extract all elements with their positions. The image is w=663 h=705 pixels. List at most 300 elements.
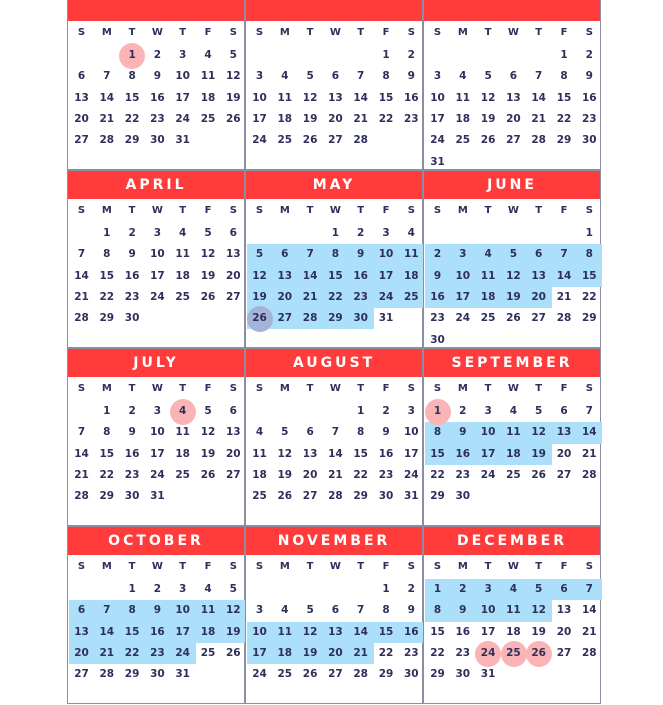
day-cell: 23 bbox=[353, 290, 368, 303]
day-cell: 12 bbox=[302, 91, 318, 104]
day-cell: 11 bbox=[252, 447, 267, 460]
day-cell: 18 bbox=[277, 646, 293, 659]
day-cell: 10 bbox=[455, 269, 471, 282]
day-cell: 22 bbox=[378, 646, 394, 659]
month-november bbox=[245, 526, 423, 704]
weekday-label: S bbox=[407, 27, 415, 38]
day-cell: 23 bbox=[430, 312, 445, 325]
day-cell: 14 bbox=[74, 447, 89, 460]
day-cell: 13 bbox=[277, 269, 293, 282]
day-cell: 15 bbox=[99, 269, 115, 282]
day-cell: 15 bbox=[124, 91, 140, 104]
day-cell: 16 bbox=[403, 625, 419, 638]
day-cell: 27 bbox=[302, 490, 318, 503]
weekday-label: W bbox=[507, 383, 519, 394]
day-cell: 5 bbox=[535, 405, 543, 417]
day-cell: 27 bbox=[328, 134, 343, 147]
day-cell: 23 bbox=[455, 646, 471, 659]
day-cell: 6 bbox=[509, 70, 518, 83]
weekday-label: M bbox=[279, 205, 290, 216]
day-cell: 2 bbox=[153, 49, 162, 61]
day-cell: 26 bbox=[506, 312, 521, 325]
day-cell: 15 bbox=[430, 447, 445, 460]
month-grid bbox=[68, 377, 244, 527]
month-august bbox=[245, 348, 423, 526]
day-cell: 12 bbox=[277, 447, 293, 460]
day-cell: 14 bbox=[556, 269, 572, 282]
weekday-label: T bbox=[179, 383, 187, 394]
day-cell: 10 bbox=[480, 426, 496, 439]
day-cell: 26 bbox=[225, 646, 241, 659]
weekday-label: T bbox=[128, 205, 136, 216]
day-cell: 20 bbox=[225, 269, 241, 282]
day-cell: 15 bbox=[378, 625, 394, 638]
day-cell: 12 bbox=[252, 269, 267, 282]
day-cell: 9 bbox=[128, 248, 136, 261]
day-cell: 11 bbox=[480, 269, 496, 282]
day-cell: 2 bbox=[382, 405, 390, 417]
day-cell: 20 bbox=[74, 646, 89, 659]
weekday-label: T bbox=[179, 27, 187, 38]
day-cell: 30 bbox=[430, 333, 445, 346]
day-cell: 22 bbox=[353, 468, 368, 481]
day-cell: 22 bbox=[99, 290, 115, 303]
month-header: OCTOBER bbox=[68, 527, 244, 555]
day-cell: 13 bbox=[225, 426, 241, 439]
day-cell: 22 bbox=[556, 112, 572, 125]
weekday-label: M bbox=[457, 383, 468, 394]
day-cell: 27 bbox=[506, 134, 521, 147]
weekday-label: S bbox=[255, 205, 264, 216]
day-cell: 4 bbox=[407, 227, 415, 239]
day-cell: 28 bbox=[531, 134, 546, 147]
day-cell: 15 bbox=[328, 269, 343, 282]
day-cell: 5 bbox=[281, 426, 289, 439]
day-cell: 23 bbox=[124, 290, 140, 303]
day-cell: 30 bbox=[455, 668, 471, 681]
day-cell: 26 bbox=[531, 646, 546, 659]
month-header: NOVEMBER bbox=[246, 527, 422, 555]
day-cell: 18 bbox=[200, 91, 216, 104]
day-cell: 25 bbox=[175, 290, 190, 303]
weekday-label: S bbox=[77, 561, 86, 572]
month-april bbox=[67, 170, 245, 348]
day-cell: 17 bbox=[455, 290, 471, 303]
day-cell: 28 bbox=[99, 134, 115, 147]
day-cell: 28 bbox=[556, 312, 572, 325]
weekday-label: T bbox=[357, 27, 365, 38]
day-cell: 26 bbox=[200, 290, 216, 303]
day-cell: 18 bbox=[506, 447, 521, 460]
day-cell: 8 bbox=[382, 604, 390, 617]
month-header: AUGUST bbox=[246, 349, 422, 377]
weekday-label: T bbox=[535, 383, 543, 394]
day-cell: 10 bbox=[430, 91, 445, 104]
day-cell: 20 bbox=[556, 625, 572, 638]
day-cell: 12 bbox=[531, 604, 546, 617]
day-cell: 11 bbox=[455, 91, 471, 104]
day-cell: 5 bbox=[229, 49, 237, 61]
day-cell: 12 bbox=[480, 91, 496, 104]
day-cell: 11 bbox=[506, 604, 521, 617]
day-cell: 14 bbox=[581, 604, 597, 617]
day-cell: 6 bbox=[331, 604, 340, 617]
day-cell: 2 bbox=[128, 227, 136, 239]
day-cell: 19 bbox=[200, 447, 216, 460]
day-cell: 6 bbox=[229, 405, 237, 417]
day-cell: 7 bbox=[560, 248, 568, 261]
weekday-label: S bbox=[229, 561, 237, 572]
day-cell: 9 bbox=[433, 269, 442, 282]
day-cell: 31 bbox=[175, 668, 190, 681]
day-cell: 31 bbox=[403, 490, 419, 503]
day-cell: 24 bbox=[403, 468, 419, 481]
day-cell: 11 bbox=[403, 248, 419, 261]
day-cell: 7 bbox=[357, 70, 365, 83]
day-cell: 4 bbox=[484, 248, 492, 261]
weekday-label: M bbox=[101, 561, 112, 572]
day-cell: 22 bbox=[328, 290, 343, 303]
day-cell: 13 bbox=[531, 269, 546, 282]
day-cell: 15 bbox=[378, 91, 394, 104]
day-cell: 21 bbox=[328, 468, 343, 481]
day-cell: 23 bbox=[124, 468, 140, 481]
day-cell: 24 bbox=[378, 290, 394, 303]
day-cell: 18 bbox=[252, 468, 267, 481]
day-cell: 29 bbox=[99, 490, 115, 503]
day-cell: 12 bbox=[225, 70, 241, 83]
day-cell: 15 bbox=[556, 91, 572, 104]
day-cell: 6 bbox=[229, 227, 237, 239]
day-cell: 5 bbox=[204, 405, 212, 417]
weekday-label: M bbox=[457, 205, 468, 216]
day-cell: 26 bbox=[200, 468, 216, 481]
day-cell: 4 bbox=[459, 70, 467, 83]
day-cell: 2 bbox=[153, 583, 162, 595]
weekday-label: M bbox=[279, 27, 290, 38]
day-cell: 16 bbox=[150, 625, 165, 638]
day-cell: 29 bbox=[581, 312, 597, 325]
day-cell: 14 bbox=[328, 447, 343, 460]
day-cell: 7 bbox=[357, 604, 365, 617]
weekday-label: F bbox=[560, 27, 568, 38]
day-cell: 16 bbox=[150, 91, 165, 104]
day-cell: 7 bbox=[103, 70, 111, 83]
day-cell: 11 bbox=[506, 426, 521, 439]
day-cell: 16 bbox=[124, 269, 140, 282]
day-cell: 13 bbox=[328, 91, 343, 104]
day-cell: 26 bbox=[277, 490, 293, 503]
day-cell: 24 bbox=[480, 646, 496, 659]
day-cell: 3 bbox=[179, 49, 187, 61]
month-december bbox=[423, 526, 601, 704]
day-cell: 11 bbox=[200, 70, 216, 83]
day-cell: 18 bbox=[175, 269, 190, 282]
day-cell: 4 bbox=[179, 227, 187, 239]
weekday-label: T bbox=[484, 27, 492, 38]
day-cell: 15 bbox=[99, 447, 115, 460]
day-cell: 10 bbox=[403, 426, 419, 439]
day-cell: 14 bbox=[74, 269, 89, 282]
day-cell: 28 bbox=[581, 468, 597, 481]
day-cell: 9 bbox=[407, 604, 415, 617]
day-cell: 26 bbox=[302, 134, 318, 147]
weekday-label: W bbox=[329, 27, 341, 38]
day-cell: 19 bbox=[302, 112, 318, 125]
day-cell: 28 bbox=[74, 312, 89, 325]
day-cell: 5 bbox=[255, 248, 264, 261]
day-cell: 20 bbox=[277, 290, 293, 303]
day-cell: 18 bbox=[277, 112, 293, 125]
weekday-label: S bbox=[585, 205, 593, 216]
weekday-label: T bbox=[306, 383, 314, 394]
day-cell: 4 bbox=[179, 405, 187, 417]
day-cell: 27 bbox=[225, 468, 241, 481]
day-cell: 7 bbox=[77, 248, 86, 261]
weekday-label: T bbox=[357, 561, 365, 572]
day-cell: 8 bbox=[331, 248, 340, 261]
day-cell: 1 bbox=[382, 583, 390, 595]
day-cell: 12 bbox=[531, 426, 546, 439]
weekday-label: W bbox=[151, 27, 163, 38]
day-cell: 4 bbox=[509, 583, 518, 595]
weekday-label: T bbox=[306, 27, 314, 38]
day-cell: 31 bbox=[430, 155, 445, 168]
day-cell: 26 bbox=[302, 668, 318, 681]
day-cell: 4 bbox=[281, 604, 289, 617]
day-cell: 17 bbox=[175, 91, 190, 104]
day-cell: 20 bbox=[556, 447, 572, 460]
weekday-label: W bbox=[329, 383, 341, 394]
weekday-label: F bbox=[382, 561, 390, 572]
day-cell: 3 bbox=[407, 405, 415, 417]
weekday-label: S bbox=[585, 383, 593, 394]
day-cell: 14 bbox=[99, 625, 115, 638]
month-grid bbox=[68, 21, 244, 171]
day-cell: 21 bbox=[99, 112, 115, 125]
day-cell: 1 bbox=[331, 227, 340, 239]
day-cell: 9 bbox=[153, 70, 162, 83]
weekday-label: W bbox=[507, 205, 519, 216]
day-cell: 18 bbox=[480, 290, 496, 303]
month-header: SEPTEMBER bbox=[424, 349, 600, 377]
day-cell: 22 bbox=[430, 646, 445, 659]
weekday-label: F bbox=[204, 383, 212, 394]
day-cell: 27 bbox=[74, 134, 89, 147]
day-cell: 18 bbox=[506, 625, 521, 638]
day-cell: 24 bbox=[252, 134, 267, 147]
weekday-label: W bbox=[329, 561, 341, 572]
day-cell: 30 bbox=[455, 490, 471, 503]
day-cell: 19 bbox=[225, 91, 241, 104]
day-cell: 30 bbox=[353, 312, 368, 325]
day-cell: 1 bbox=[433, 583, 442, 595]
day-cell: 31 bbox=[175, 134, 190, 147]
day-cell: 24 bbox=[252, 668, 267, 681]
weekday-label: T bbox=[179, 205, 187, 216]
day-cell: 20 bbox=[74, 112, 89, 125]
month-header: APRIL bbox=[68, 171, 244, 199]
month-header: JUNE bbox=[424, 171, 600, 199]
day-cell: 17 bbox=[150, 447, 165, 460]
day-cell: 20 bbox=[302, 468, 318, 481]
day-cell: 20 bbox=[506, 112, 521, 125]
day-cell: 16 bbox=[455, 447, 471, 460]
day-cell: 31 bbox=[150, 490, 165, 503]
day-cell: 5 bbox=[306, 70, 314, 83]
weekday-label: S bbox=[433, 383, 442, 394]
day-cell: 22 bbox=[581, 290, 597, 303]
month-july bbox=[67, 348, 245, 526]
day-cell: 29 bbox=[430, 668, 445, 681]
day-cell: 2 bbox=[433, 248, 442, 261]
day-cell: 28 bbox=[353, 134, 368, 147]
month-may bbox=[245, 170, 423, 348]
month-grid bbox=[246, 21, 422, 171]
day-cell: 8 bbox=[433, 604, 442, 617]
day-cell: 7 bbox=[535, 70, 543, 83]
weekday-label: T bbox=[484, 561, 492, 572]
day-cell: 28 bbox=[581, 646, 597, 659]
day-cell: 29 bbox=[328, 312, 343, 325]
weekday-label: F bbox=[560, 561, 568, 572]
day-cell: 21 bbox=[353, 112, 368, 125]
day-cell: 27 bbox=[225, 290, 241, 303]
day-cell: 4 bbox=[281, 70, 289, 83]
day-cell: 10 bbox=[252, 625, 267, 638]
month-grid bbox=[246, 199, 422, 349]
day-cell: 11 bbox=[277, 625, 293, 638]
day-cell: 26 bbox=[252, 312, 267, 325]
day-cell: 21 bbox=[556, 290, 572, 303]
day-cell: 6 bbox=[331, 70, 340, 83]
day-cell: 1 bbox=[585, 227, 593, 239]
month-header: JULY bbox=[68, 349, 244, 377]
weekday-label: S bbox=[229, 383, 237, 394]
day-cell: 27 bbox=[556, 646, 572, 659]
day-cell: 19 bbox=[200, 269, 216, 282]
day-cell: 21 bbox=[74, 468, 89, 481]
day-cell: 14 bbox=[302, 269, 318, 282]
day-cell: 12 bbox=[225, 604, 241, 617]
day-cell: 12 bbox=[302, 625, 318, 638]
day-cell: 13 bbox=[328, 625, 343, 638]
weekday-label: S bbox=[407, 561, 415, 572]
weekday-label: M bbox=[101, 205, 112, 216]
weekday-label: T bbox=[357, 205, 365, 216]
day-cell: 28 bbox=[328, 490, 343, 503]
day-cell: 20 bbox=[328, 112, 343, 125]
weekday-label: T bbox=[179, 561, 187, 572]
day-cell: 29 bbox=[99, 312, 115, 325]
month-june bbox=[423, 170, 601, 348]
day-cell: 14 bbox=[353, 91, 368, 104]
day-cell: 27 bbox=[74, 668, 89, 681]
day-cell: 16 bbox=[124, 447, 140, 460]
day-cell: 20 bbox=[328, 646, 343, 659]
day-cell: 24 bbox=[430, 134, 445, 147]
weekday-label: M bbox=[457, 27, 468, 38]
day-cell: 17 bbox=[175, 625, 190, 638]
day-cell: 12 bbox=[200, 426, 216, 439]
weekday-label: F bbox=[560, 383, 568, 394]
weekday-label: S bbox=[255, 383, 264, 394]
day-cell: 1 bbox=[357, 405, 365, 417]
month-partial-2 bbox=[423, 0, 601, 170]
day-cell: 29 bbox=[430, 490, 445, 503]
day-cell: 5 bbox=[204, 227, 212, 239]
weekday-label: T bbox=[306, 205, 314, 216]
month-grid bbox=[246, 555, 422, 705]
day-cell: 8 bbox=[103, 426, 111, 439]
day-cell: 5 bbox=[229, 583, 237, 595]
day-cell: 26 bbox=[531, 468, 546, 481]
day-cell: 9 bbox=[153, 604, 162, 617]
day-cell: 13 bbox=[74, 625, 89, 638]
weekday-label: M bbox=[279, 561, 290, 572]
day-cell: 5 bbox=[535, 583, 543, 595]
day-cell: 7 bbox=[331, 426, 340, 439]
day-cell: 14 bbox=[531, 91, 546, 104]
day-cell: 6 bbox=[560, 405, 568, 417]
day-cell: 22 bbox=[378, 112, 394, 125]
weekday-label: W bbox=[151, 205, 163, 216]
day-cell: 25 bbox=[277, 668, 293, 681]
month-partial-0 bbox=[67, 0, 245, 170]
day-cell: 17 bbox=[480, 625, 496, 638]
day-cell: 7 bbox=[585, 583, 593, 595]
day-cell: 21 bbox=[353, 646, 368, 659]
day-cell: 29 bbox=[378, 668, 394, 681]
weekday-label: S bbox=[77, 383, 86, 394]
day-cell: 16 bbox=[353, 269, 368, 282]
day-cell: 9 bbox=[459, 604, 467, 617]
day-cell: 20 bbox=[225, 447, 241, 460]
day-cell: 2 bbox=[407, 49, 415, 61]
day-cell: 22 bbox=[124, 112, 140, 125]
day-cell: 21 bbox=[99, 646, 115, 659]
day-cell: 25 bbox=[200, 646, 216, 659]
weekday-label: F bbox=[204, 205, 212, 216]
day-cell: 23 bbox=[581, 112, 597, 125]
month-grid bbox=[424, 555, 600, 705]
day-cell: 11 bbox=[175, 248, 190, 261]
day-cell: 30 bbox=[581, 134, 597, 147]
day-cell: 9 bbox=[407, 70, 415, 83]
day-cell: 22 bbox=[99, 468, 115, 481]
day-cell: 30 bbox=[124, 490, 140, 503]
day-cell: 18 bbox=[403, 269, 419, 282]
day-cell: 3 bbox=[179, 583, 187, 595]
day-cell: 10 bbox=[175, 604, 190, 617]
day-cell: 3 bbox=[382, 227, 390, 239]
day-cell: 3 bbox=[484, 405, 492, 417]
day-cell: 27 bbox=[531, 312, 546, 325]
day-cell: 20 bbox=[531, 290, 546, 303]
day-cell: 25 bbox=[506, 646, 521, 659]
day-cell: 4 bbox=[204, 583, 212, 595]
day-cell: 30 bbox=[150, 668, 165, 681]
weekday-label: T bbox=[306, 561, 314, 572]
month-grid bbox=[68, 555, 244, 705]
day-cell: 24 bbox=[150, 290, 165, 303]
day-cell: 9 bbox=[585, 70, 593, 83]
month-partial-1 bbox=[245, 0, 423, 170]
day-cell: 5 bbox=[484, 70, 492, 83]
day-cell: 13 bbox=[225, 248, 241, 261]
day-cell: 19 bbox=[225, 625, 241, 638]
day-cell: 3 bbox=[433, 70, 442, 83]
